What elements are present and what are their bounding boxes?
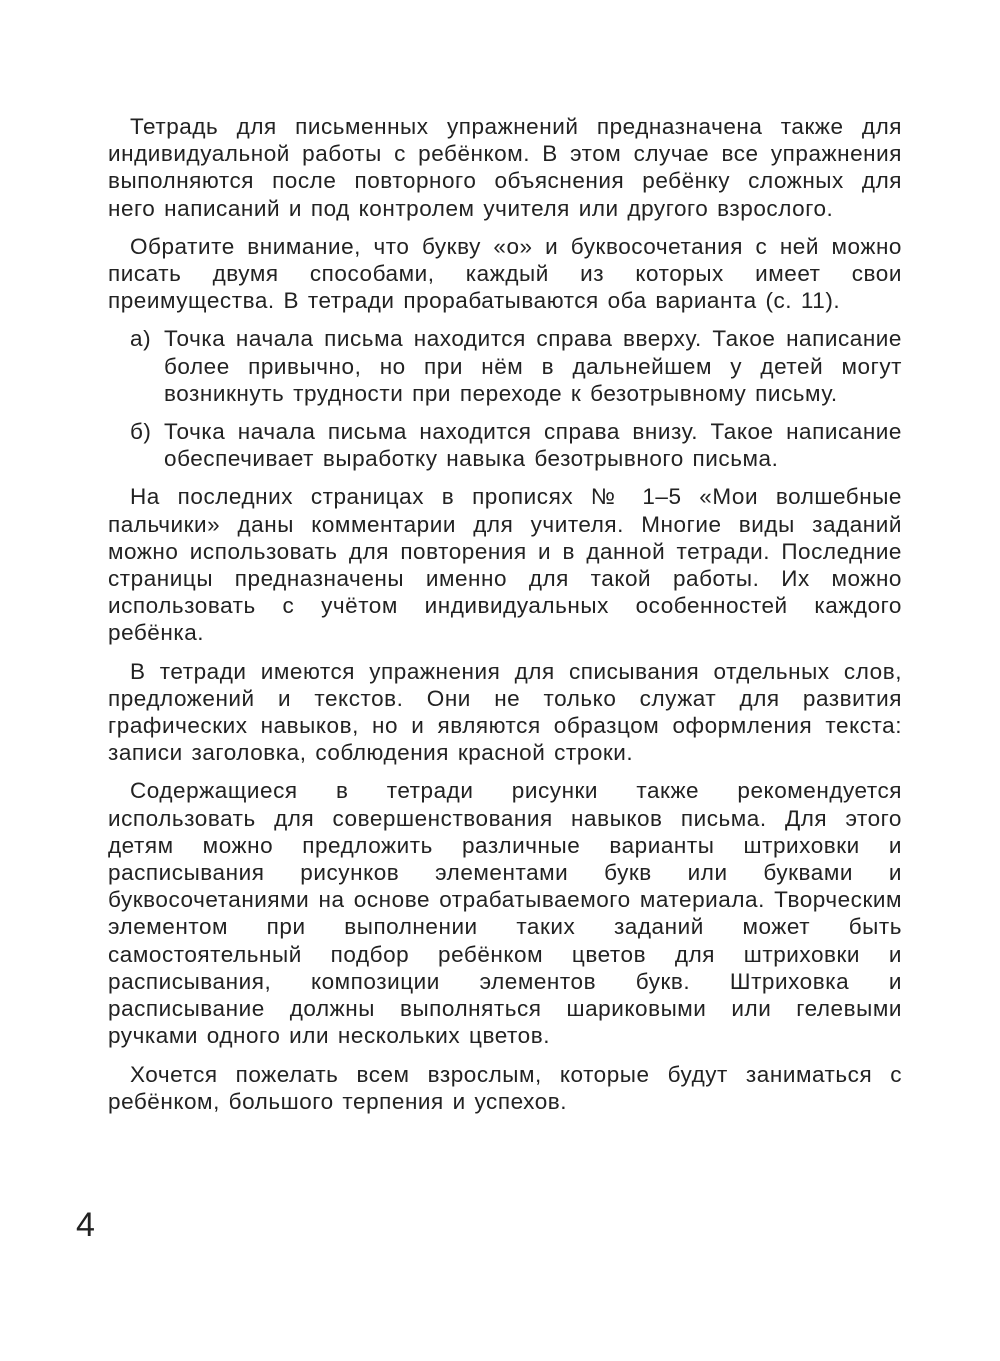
- list-item-variant-a: [108, 325, 902, 407]
- list-item-variant-b: [108, 418, 902, 472]
- page-number: 4: [76, 1206, 95, 1244]
- page-body: [108, 113, 902, 1126]
- list-marker: б): [130, 419, 152, 445]
- paragraph-letter-o: Обратите внимание, что букву «о» и буквосочетания с ней можно писать двумя способами, каждый из которых имеет свои преимущества. В тетради прорабатываются оба варианта (с. 11).: [108, 233, 902, 314]
- paragraph-copybooks: На последних страницах в прописях № 1–5 «Мои волшебные пальчики» даны комментарии для учителя. Многие виды заданий можно использовать для повторения и в данной тетради. Последние страницы предназначены именно для такой работы. Их можно использовать с учётом индивидуальных особенностей каждого ребёнка.: [108, 484, 902, 646]
- paragraph-drawings: Содержащиеся в тетради рисунки также рекомендуется использовать для совершенствования навыков письма. Для этого детям можно предложить различные варианты штриховки и расписывания рисунков элементами букв или буквами и буквосочетаниями на основе отрабатываемого материала. Творческим элементом при выполнении таких заданий может быть самостоятельный подбор ребёнком цветов для штриховки и расписывания, композиции элементов букв. Штриховка и расписывание должны выполняться шариковыми или гелевыми ручками одного или нескольких цветов.: [108, 778, 902, 1049]
- paragraph-closing-wish: Хочется пожелать всем взрослым, которые будут заниматься с ребёнком, большого терпения и успехов.: [108, 1061, 902, 1114]
- paragraph-copying-exercises: В тетради имеются упражнения для списывания отдельных слов, предложений и текстов. Они не только служат для развития графических навыков, но и являются образцом оформления текста: записи заголовка, соблюдения красной строки.: [108, 658, 902, 766]
- list-marker: а): [130, 326, 152, 352]
- paragraph-individual-work: Тетрадь для письменных упражнений предназначена также для индивидуальной работы с ребёнком. В этом случае все упражнения выполняются после повторного объяснения ребёнку сложных для него написаний и под контролем учителя или другого взрослого.: [108, 114, 902, 221]
- list-item-text: Точка начала письма находится справа внизу. Такое написание обеспечивает выработку навыка безотрывного письма.: [164, 419, 902, 472]
- list-item-text: Точка начала письма находится справа вверху. Такое написание более привычно, но при нём в дальнейшем у детей могут возникнуть трудности при переходе к безотрывному письму.: [164, 326, 902, 406]
